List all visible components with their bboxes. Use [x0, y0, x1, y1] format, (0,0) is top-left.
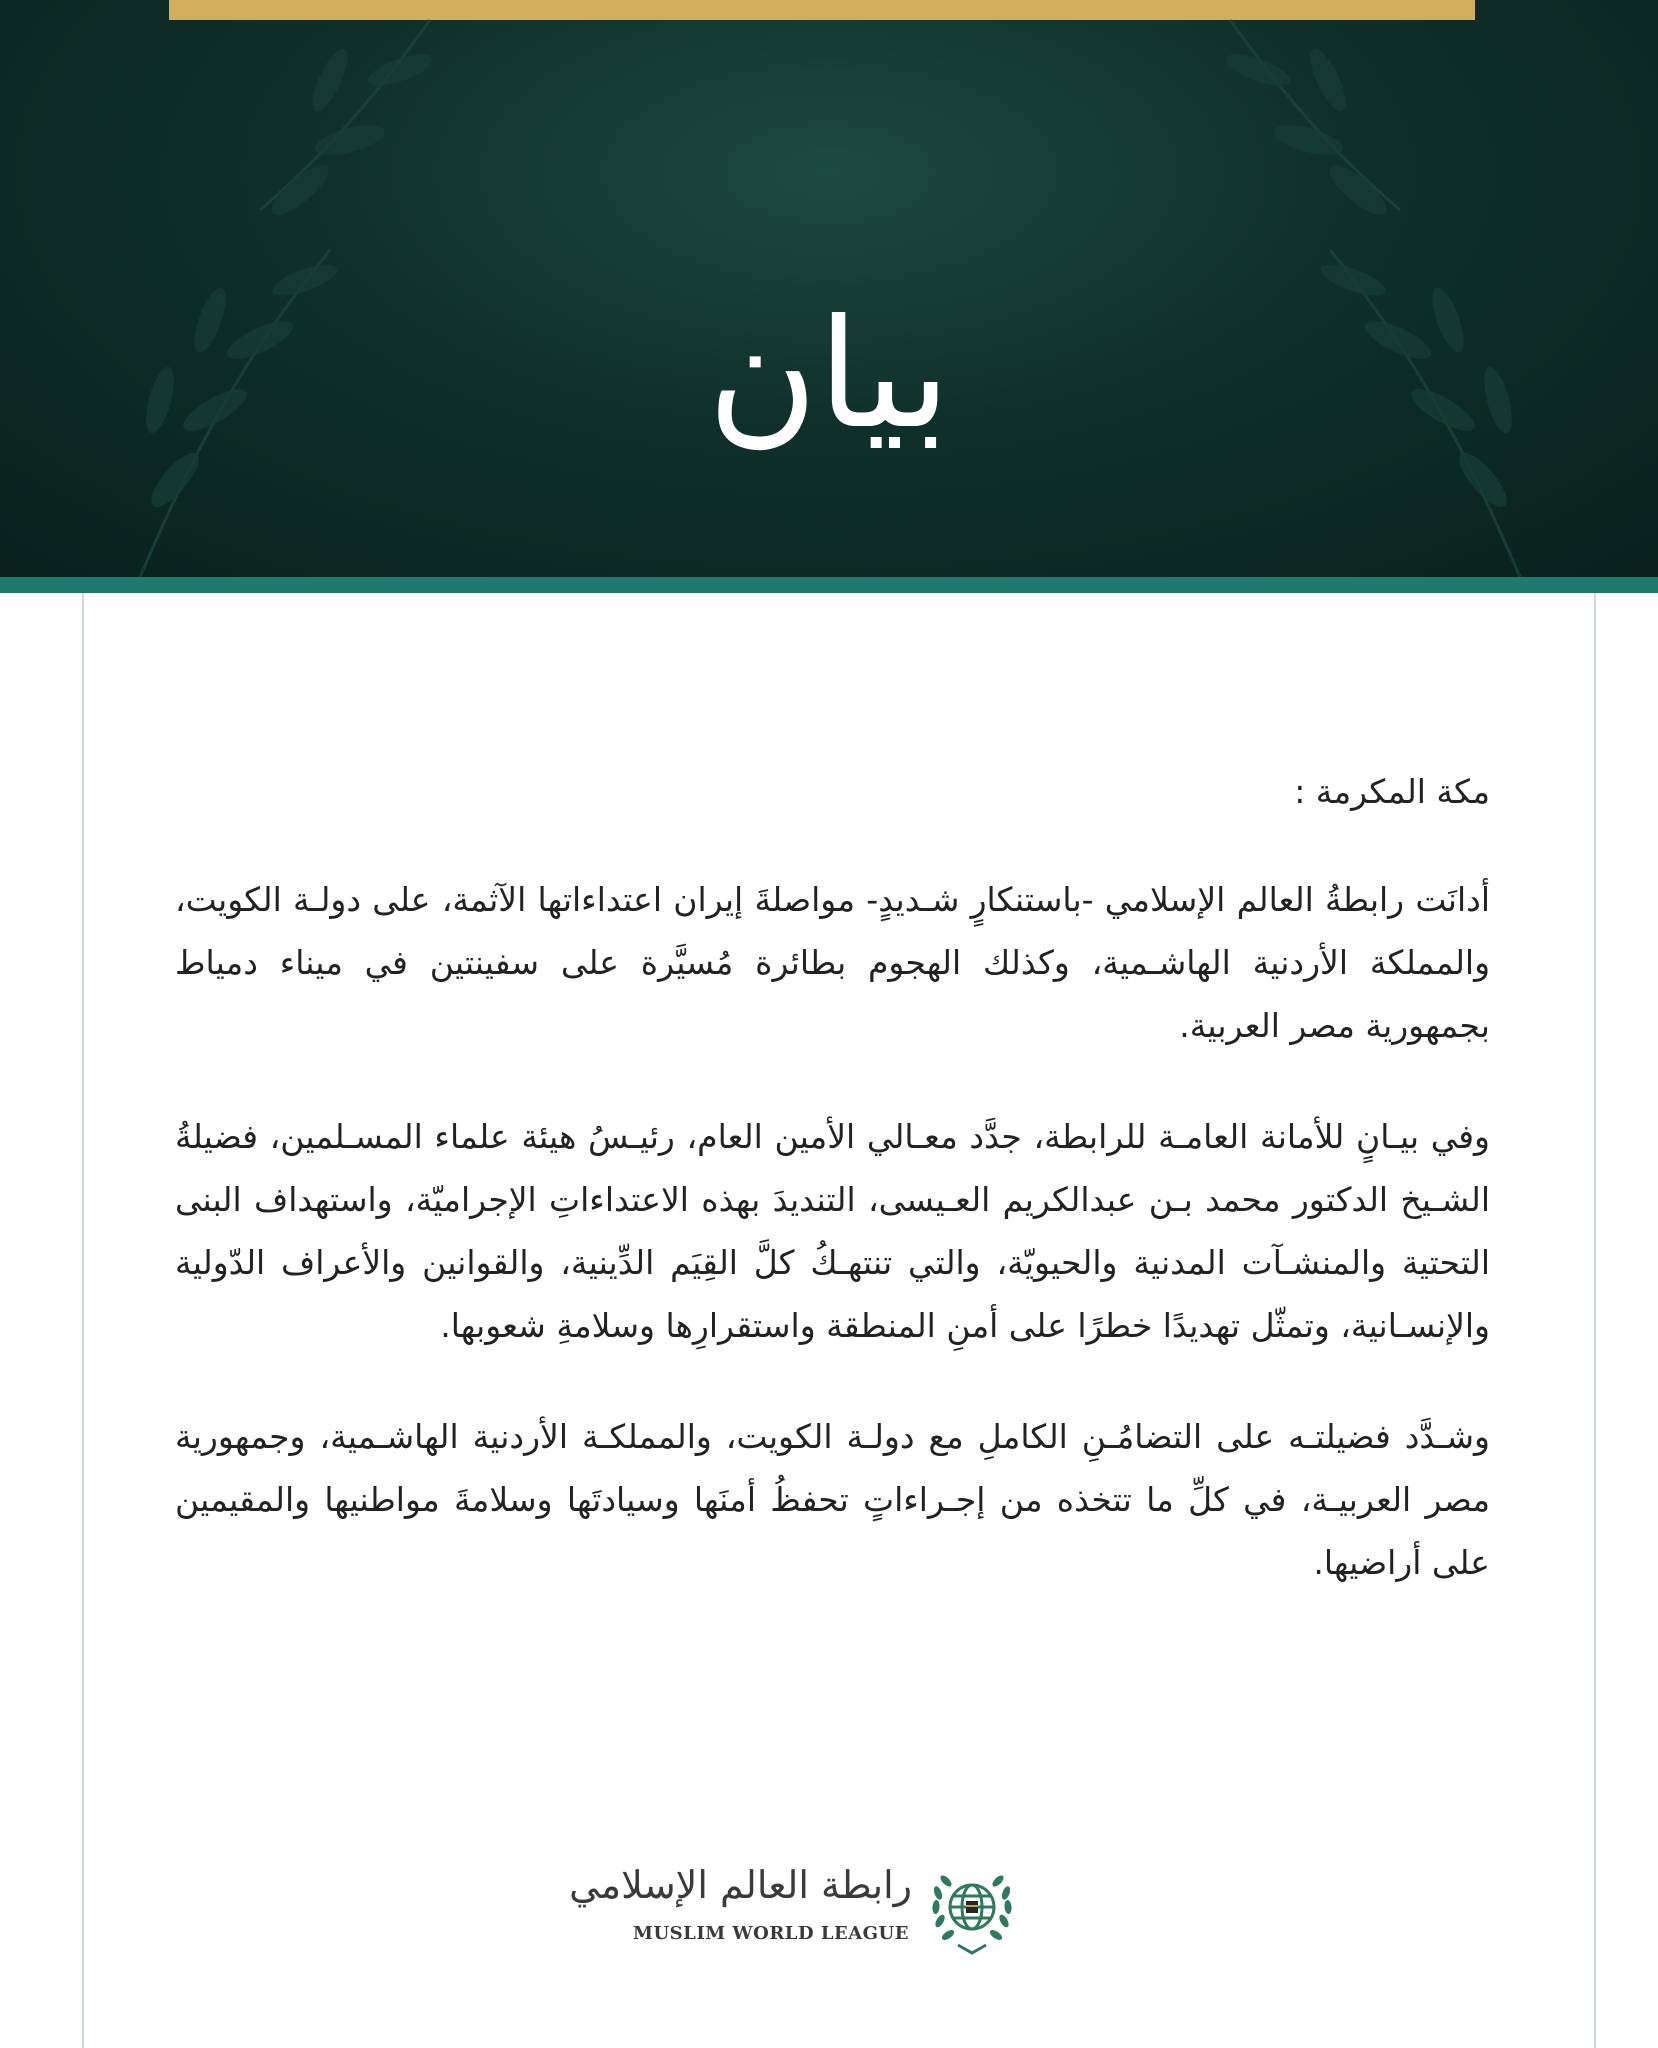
- location-dateline: مكة المكرمة :: [1294, 772, 1490, 811]
- globe-wreath-icon: [920, 1859, 1024, 1963]
- logo-arabic-name: رابطة العالم الإسلامي: [569, 1863, 912, 1907]
- statement-body: [175, 760, 1490, 1642]
- page-frame-left: [82, 593, 84, 2048]
- paragraph-secretary-general: وفي بيـانٍ للأمانة العامـة للرابطة، جدَّد معـالي الأمين العام، رئيـسُ هيئة علماء المسـلمين، فضيلةُ الشـيخ الدكتور محمد بـن عبدالكريم العـيسى، التنديدَ بهذه الاعتداءاتِ الإجراميّة، واستهداف البنى التحتية والمنشـآت المدنية والحيويّة، والتي تنتهـكُ كلَّ القِيَم الدِّينية، والقوانين والأعراف الدّولية والإنسـانية، وتمثّل تهديدًا خطرًا على أمنِ المنطقة واستقرارِها وسلامةِ شعوبها.: [175, 1117, 1490, 1345]
- teal-divider-bar: [0, 577, 1658, 593]
- paragraph-solidarity: وشـدَّد فضيلتـه على التضامُـنِ الكاملِ مع دولـة الكويت، والمملكـة الأردنية الهاشـمية، وجمهورية مصر العربيـة، في كلِّ ما تتخذه من إجـراءاتٍ تحفظُ أمنَها وسيادتَها وسلامةَ مواطنيها والمقيمين على أراضيها.: [175, 1417, 1490, 1582]
- page-frame-right: [1594, 593, 1596, 2048]
- statement-title: بيان: [707, 288, 951, 462]
- muslim-world-league-logo: [569, 1855, 1030, 1965]
- paragraph-condemnation: أدانَت رابطةُ العالم الإسلامي -باستنكارٍ شـديدٍ- مواصلةَ إيران اعتداءاتها الآثمة، على دولـة الكويت، والمملكة الأردنية الهاشـمية، وكذلك الهجوم بطائرة مُسيَّرة على سفينتين في ميناء دمياط بجمهورية مصر العربية.: [175, 880, 1490, 1045]
- header-banner: [0, 0, 1658, 577]
- logo-english-name: MUSLIM WORLD LEAGUE: [633, 1923, 909, 1944]
